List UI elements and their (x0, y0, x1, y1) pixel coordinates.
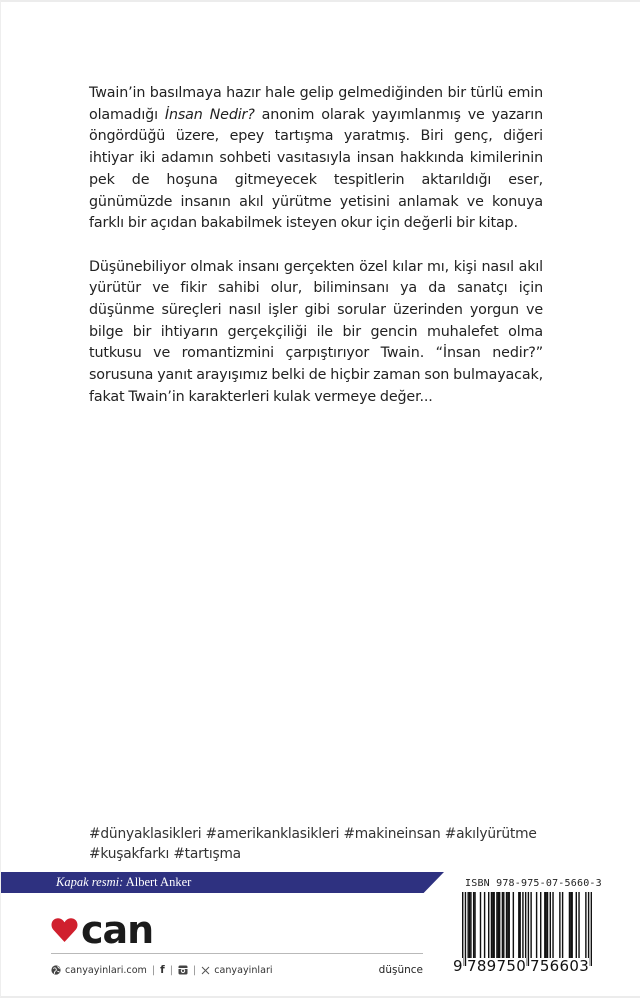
isbn-label: ISBN 978-975-07-5660-3 (465, 878, 602, 889)
barcode-bar (536, 892, 537, 958)
barcode-guard-bar (528, 892, 529, 966)
barcode-bar (522, 892, 523, 958)
hashtag: #amerikanklasikleri (205, 826, 340, 842)
separator: | (169, 964, 173, 976)
blurb-text: anonim olarak yayımlanmış ve yazarın öngördüğü üzere, epey tartışma yaratmış. Biri genç, diğeri ihtiyar iki adamın sohbeti vasıtasıyla insan hakkında kimilerinin pek de hoşuna gitmeyecek tespitlerin aktarıldığı eser, günümüzde insanın akıl yürütme yetisini anlamak ve konuya farklı bir açıdan bakabilmek isteyen okur için değerli bir kitap. (89, 106, 543, 232)
barcode-bar (530, 892, 531, 958)
blurb-text: Twain’in basılmaya hazır hale gelip gelmediğinden bir türlü emin olamadığı (89, 85, 543, 123)
barcode-guard-bar (462, 892, 463, 966)
footer-divider (51, 953, 423, 954)
barcode-bar (569, 892, 570, 958)
barcode-bar (496, 892, 497, 958)
barcode-bar (506, 892, 507, 958)
barcode-guard-bar (465, 892, 466, 966)
blurb-paragraph-1 (89, 83, 543, 235)
separator: | (151, 964, 156, 976)
barcode-bar (488, 892, 489, 958)
barcode-bar (585, 892, 586, 958)
barcode-bar (469, 892, 470, 958)
barcode-guard-bar (591, 892, 592, 966)
barcode-bar (544, 892, 545, 958)
barcode-bar (550, 892, 551, 958)
barcode-lead-digit: 9 (453, 957, 463, 975)
barcode-bar (559, 892, 560, 958)
hashtag: #kuşakfarkı (89, 846, 170, 862)
facebook-icon[interactable]: f (160, 964, 165, 976)
social-handle[interactable]: canyayinlari (214, 964, 273, 976)
barcode-bar (576, 892, 577, 958)
hashtag: #dünyaklasikleri (89, 826, 202, 842)
barcode-guard-bar (525, 892, 526, 966)
barcode-bar (570, 892, 571, 958)
category-label: düşünce (378, 964, 423, 976)
globe-icon (51, 965, 61, 975)
hashtag: #tartışma (173, 846, 241, 862)
barcode-bar (519, 892, 520, 958)
barcode-bar (545, 892, 546, 958)
hashtags (89, 824, 549, 864)
website-link[interactable]: canyayinlari.com (65, 964, 147, 976)
barcode-digits-left: 789750 (467, 957, 527, 975)
barcode-guard-bar (588, 892, 589, 966)
publisher-logo (51, 908, 154, 952)
barcode-bar (480, 892, 481, 958)
publisher-footer (51, 962, 423, 978)
logo-wordmark: can (81, 908, 154, 952)
barcode-bar (502, 892, 503, 958)
barcode-bar (493, 892, 494, 958)
barcode-bar (467, 892, 468, 958)
barcode-bar (509, 892, 510, 958)
blurb (89, 83, 543, 430)
heart-icon (51, 917, 78, 943)
instagram-icon[interactable] (178, 965, 188, 975)
barcode-bar (474, 892, 475, 958)
barcode-bar (578, 892, 579, 958)
barcode-bar (547, 892, 548, 958)
barcode-bar (492, 892, 493, 958)
cover-credit-artist: Albert Anker (125, 875, 192, 889)
barcode-bar (552, 892, 553, 958)
barcode-bar (562, 892, 563, 958)
barcode-bar (518, 892, 519, 958)
cover-credit-label: Kapak resmi: (56, 875, 124, 889)
blurb-paragraph-2: Düşünebiliyor olmak insanı gerçekten özel kılar mı, kişi nasıl akıl yürütür ve fikir sahibi olur, biliminsanı ya da sanatçı için düşünme süreçleri nasıl işler gibi sorular üzerinden yorgun ve bilge bir ihtiyarın gerçekçiliği ile bir gencin muhalefet olma tutkusu ve romantizmini çarpıştırıyor Twain. “İnsan nedir?” sorusuna yanıt arayışımız belki de hiçbir zaman son bulmayacak, fakat Twain’in karakterleri kulak vermeye değer... (89, 258, 543, 405)
cover-credit (56, 875, 191, 890)
barcode-bar (507, 892, 508, 958)
barcode-bar (470, 892, 471, 958)
barcode-bar (513, 892, 514, 958)
barcode-bar (498, 892, 499, 958)
hashtag: #makineinsan (343, 826, 441, 842)
barcode-bar (571, 892, 572, 958)
book-title: İnsan Nedir? (164, 106, 255, 123)
hashtag: #akılyürütme (444, 826, 537, 842)
barcode-bar (491, 892, 492, 958)
barcode-digits-right: 756603 (530, 957, 590, 975)
x-icon[interactable] (201, 966, 210, 975)
barcode (462, 892, 592, 966)
barcode-bar (540, 892, 541, 958)
separator: | (192, 964, 197, 976)
barcode-bar (499, 892, 500, 958)
barcode-bar (503, 892, 504, 958)
barcode-bar (473, 892, 474, 958)
barcode-bar (484, 892, 485, 958)
